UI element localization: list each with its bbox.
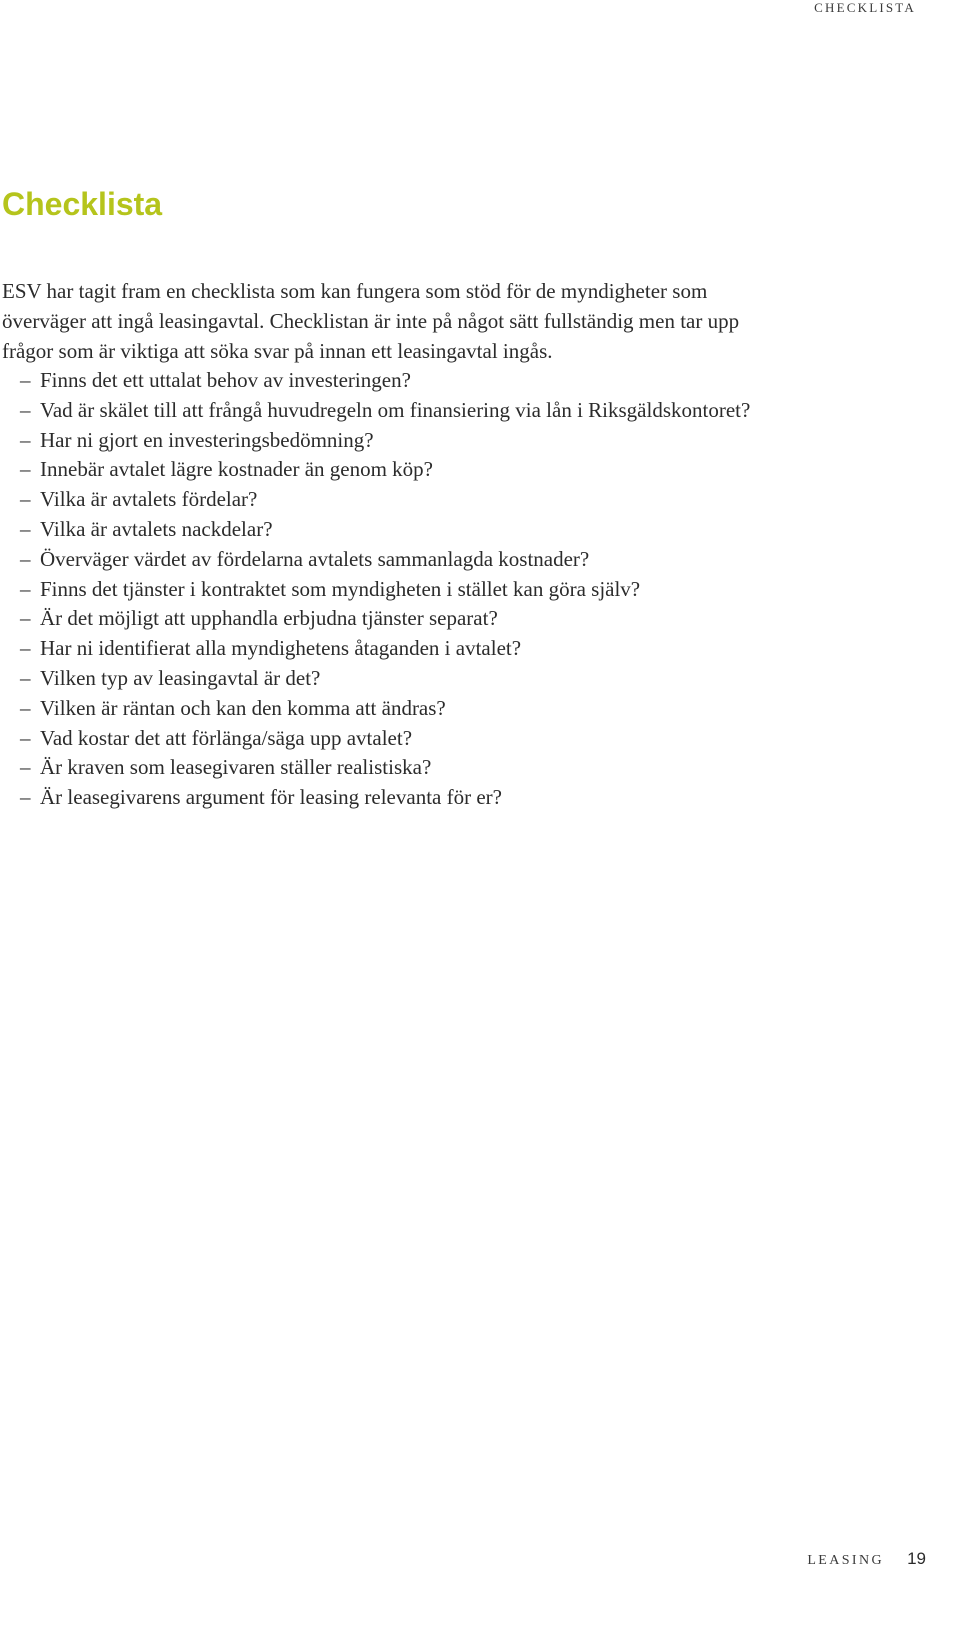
list-item [0,604,760,634]
dash-bullet: – [20,457,31,482]
list-item [0,634,760,664]
list-item [0,426,760,456]
list-item [0,515,760,545]
list-item-text: Finns det ett uttalat behov av investeringen? [40,368,411,392]
list-item-text: Vilka är avtalets fördelar? [40,487,258,512]
list-item [0,664,760,694]
list-item-text: Är leasegivarens argument för leasing relevanta för er? [40,785,502,810]
dash-bullet: – [20,368,31,392]
running-header: CHECKLISTA [814,0,916,15]
list-item [0,694,760,724]
dash-bullet: – [20,427,31,452]
list-item [0,575,760,605]
list-item [0,485,760,515]
list-item [0,545,760,575]
intro-paragraph: ESV har tagit fram en checklista som kan fungera som stöd för de myndigheter som överväger att ingå leasingavtal. Checklistan är inte på något sätt fullständig men tar upp frågor som är viktiga att söka svar på innan ett leasingavtal ingås. [2,279,740,363]
list-item-text: Innebär avtalet lägre kostnader än genom köp? [40,457,434,482]
checklist [0,366,760,813]
list-item [0,396,760,426]
list-item [0,455,760,485]
dash-bullet: – [20,546,31,571]
list-item-text: Är det möjligt att upphandla erbjudna tjänster separat? [40,606,498,631]
footer-label: LEASING [807,1553,884,1568]
list-item-text: Finns det tjänster i kontraktet som myndigheten i stället kan göra själv? [40,576,641,601]
list-item [0,724,760,754]
list-item-text: Vad är skälet till att frångå huvudregeln om finansiering via lån i Riksgäldskontoret? [40,397,751,422]
list-item-text: Vilka är avtalets nackdelar? [40,516,273,541]
dash-bullet: – [20,785,31,810]
dash-bullet: – [20,576,31,601]
dash-bullet: – [20,397,31,422]
dash-bullet: – [20,516,31,541]
page-title: Checklista [2,186,163,222]
list-item-text: Överväger värdet av fördelarna avtalets sammanlagda kostnader? [40,546,590,571]
page-number: 19 [907,1549,926,1568]
dash-bullet: – [20,665,31,690]
list-item-text: Har ni gjort en investeringsbedömning? [40,427,374,452]
list-item-text: Är kraven som leasegivaren ställer realistiska? [40,755,432,780]
list-item-text: Vilken typ av leasingavtal är det? [40,665,321,690]
dash-bullet: – [20,606,31,631]
dash-bullet: – [20,636,31,661]
dash-bullet: – [20,487,31,512]
list-item-text: Vilken är räntan och kan den komma att ändras? [40,695,446,720]
list-item [0,366,760,396]
dash-bullet: – [20,695,31,720]
list-item [0,753,760,783]
dash-bullet: – [20,725,31,750]
list-item-text: Har ni identifierat alla myndighetens åtaganden i avtalet? [40,636,522,661]
list-item-text: Vad kostar det att förlänga/säga upp avtalet? [40,725,413,750]
list-item [0,783,760,813]
dash-bullet: – [20,755,31,780]
